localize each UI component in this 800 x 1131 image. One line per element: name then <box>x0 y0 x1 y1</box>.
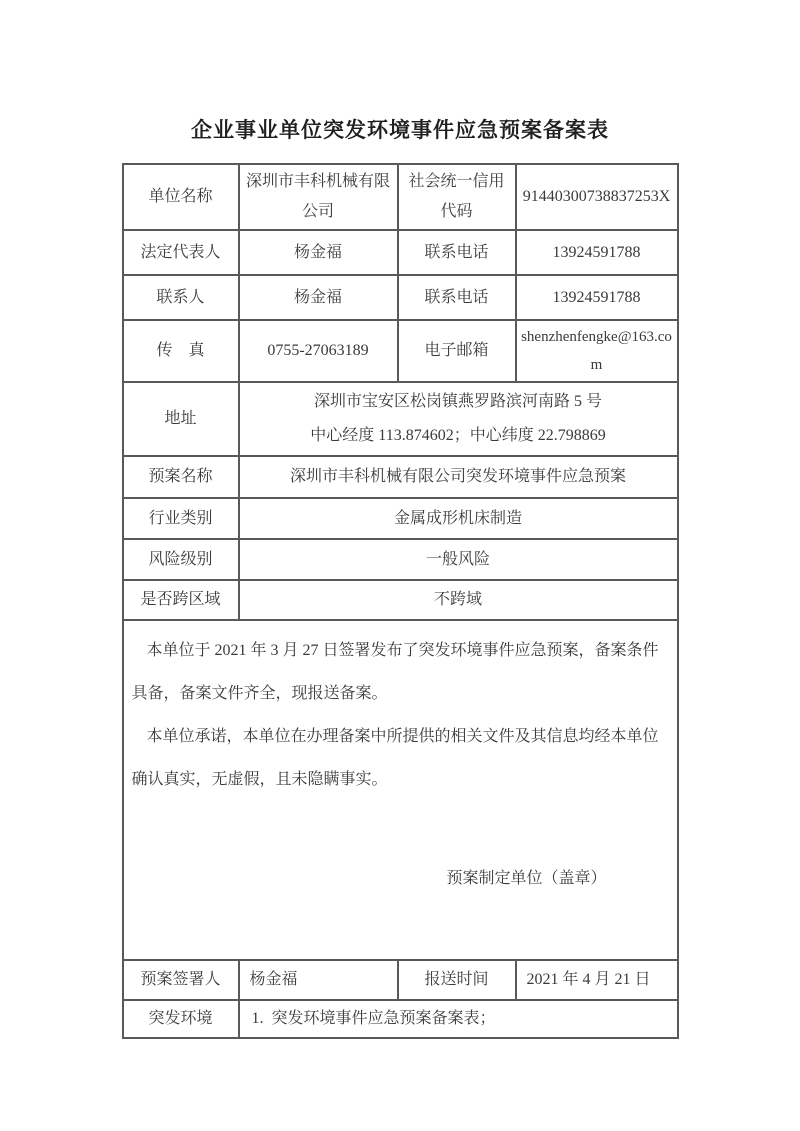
email-value: shenzhenfengke@163.com <box>516 320 678 382</box>
risk-level-value: 一般风险 <box>239 539 678 580</box>
contact-label: 联系人 <box>123 275 239 320</box>
legal-rep-phone-value: 13924591788 <box>516 230 678 275</box>
fax-value: 0755-27063189 <box>239 320 398 382</box>
address-label: 地址 <box>123 382 239 456</box>
contact-phone-value: 13924591788 <box>516 275 678 320</box>
table-row-attachment <box>123 1000 678 1038</box>
table-row-signer <box>123 960 678 1000</box>
address-line1: 深圳市宝安区松岗镇燕罗路滨河南路 5 号 <box>313 393 602 410</box>
signer-value: 杨金福 <box>239 960 398 1000</box>
table-row-contact <box>123 275 678 320</box>
attachment-value: 1. 突发环境事件应急预案备案表； <box>239 1000 678 1038</box>
industry-label: 行业类别 <box>123 498 239 539</box>
plan-name-label: 预案名称 <box>123 456 239 498</box>
contact-phone-label: 联系电话 <box>398 275 516 320</box>
submit-time-label: 报送时间 <box>398 960 516 1000</box>
risk-level-label: 风险级别 <box>123 539 239 580</box>
contact-value: 杨金福 <box>239 275 398 320</box>
credit-code-value: 91440300738837253X <box>516 164 678 230</box>
cross-region-label: 是否跨区域 <box>123 580 239 620</box>
declaration-paragraph-1: 本单位于 2021 年 3 月 27 日签署发布了突发环境事件应急预案，备案条件具备，备案文件齐全，现报送备案。 <box>131 642 659 702</box>
table-row-address <box>123 382 678 456</box>
address-coordinates: 中心经度 113.874602；中心纬度 22.798869 <box>310 427 606 444</box>
credit-code-label: 社会统一信用代码 <box>398 164 516 230</box>
cross-region-value: 不跨域 <box>239 580 678 620</box>
table-row-risk-level <box>123 539 678 580</box>
address-value <box>239 382 678 456</box>
declaration-paragraph-2: 本单位承诺，本单位在办理备案中所提供的相关文件及其信息均经本单位确认真实，无虚假，且未隐瞒事实。 <box>131 728 659 788</box>
table-row-plan-name <box>123 456 678 498</box>
table-row-declaration <box>123 620 678 960</box>
legal-rep-value: 杨金福 <box>239 230 398 275</box>
declaration-cell <box>123 620 678 960</box>
table-row-legal-rep <box>123 230 678 275</box>
unit-name-value: 深圳市丰科机械有限公司 <box>239 164 398 230</box>
filing-form-table <box>122 163 679 1039</box>
legal-rep-label: 法定代表人 <box>123 230 239 275</box>
table-row-cross-region <box>123 580 678 620</box>
table-row-unit-name <box>123 164 678 230</box>
signer-label: 预案签署人 <box>123 960 239 1000</box>
industry-value: 金属成形机床制造 <box>239 498 678 539</box>
email-label: 电子邮箱 <box>398 320 516 382</box>
fax-label: 传 真 <box>123 320 239 382</box>
attachment-label: 突发环境 <box>123 1000 239 1038</box>
plan-name-value: 深圳市丰科机械有限公司突发环境事件应急预案 <box>239 456 678 498</box>
submit-time-value: 2021 年 4 月 21 日 <box>516 960 678 1000</box>
table-row-industry <box>123 498 678 539</box>
table-row-fax-email <box>123 320 678 382</box>
stamp-line: 预案制定单位（盖章） <box>446 870 607 887</box>
document-title: 企业事业单位突发环境事件应急预案备案表 <box>191 118 609 142</box>
legal-rep-phone-label: 联系电话 <box>398 230 516 275</box>
unit-name-label: 单位名称 <box>123 164 239 230</box>
